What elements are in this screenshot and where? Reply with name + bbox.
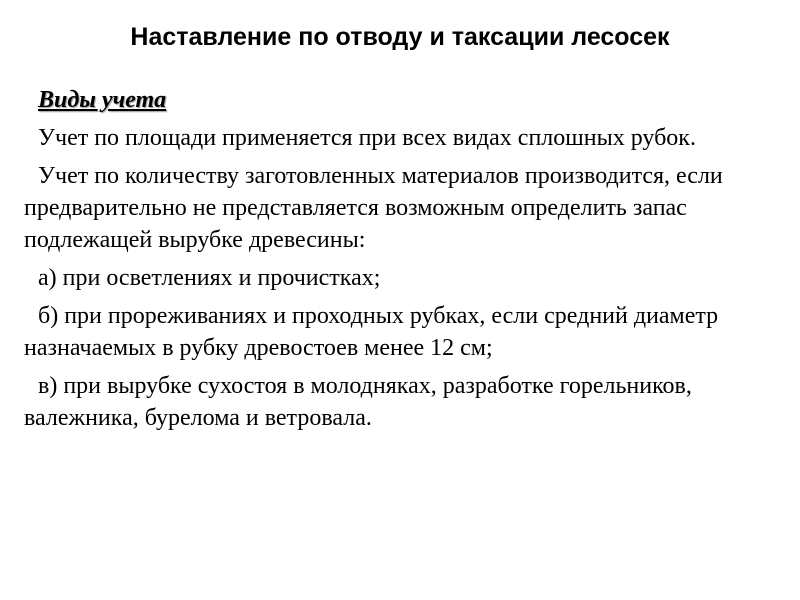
section-subheading: Виды учета — [38, 87, 167, 113]
list-item-c: в) при вырубке сухостоя в молодняках, разработке горельников, валежника, бурелома и ветровала. — [24, 373, 692, 431]
paragraph-quantity-accounting: Учет по количеству заготовленных материалов производится, если предварительно не представляется возможным определить запас подлежащей вырубке древесины: — [24, 163, 723, 253]
list-item-b: б) при прореживаниях и проходных рубках, если средний диаметр назначаемых в рубку древостоев менее 12 см; — [24, 303, 719, 361]
paragraph-area-accounting: Учет по площади применяется при всех видах сплошных рубок. — [38, 125, 696, 151]
list-item-a: а) при осветлениях и прочистках; — [38, 265, 381, 291]
slide-title: Наставление по отводу и таксации лесосек — [130, 23, 670, 51]
slide-body — [24, 84, 784, 440]
